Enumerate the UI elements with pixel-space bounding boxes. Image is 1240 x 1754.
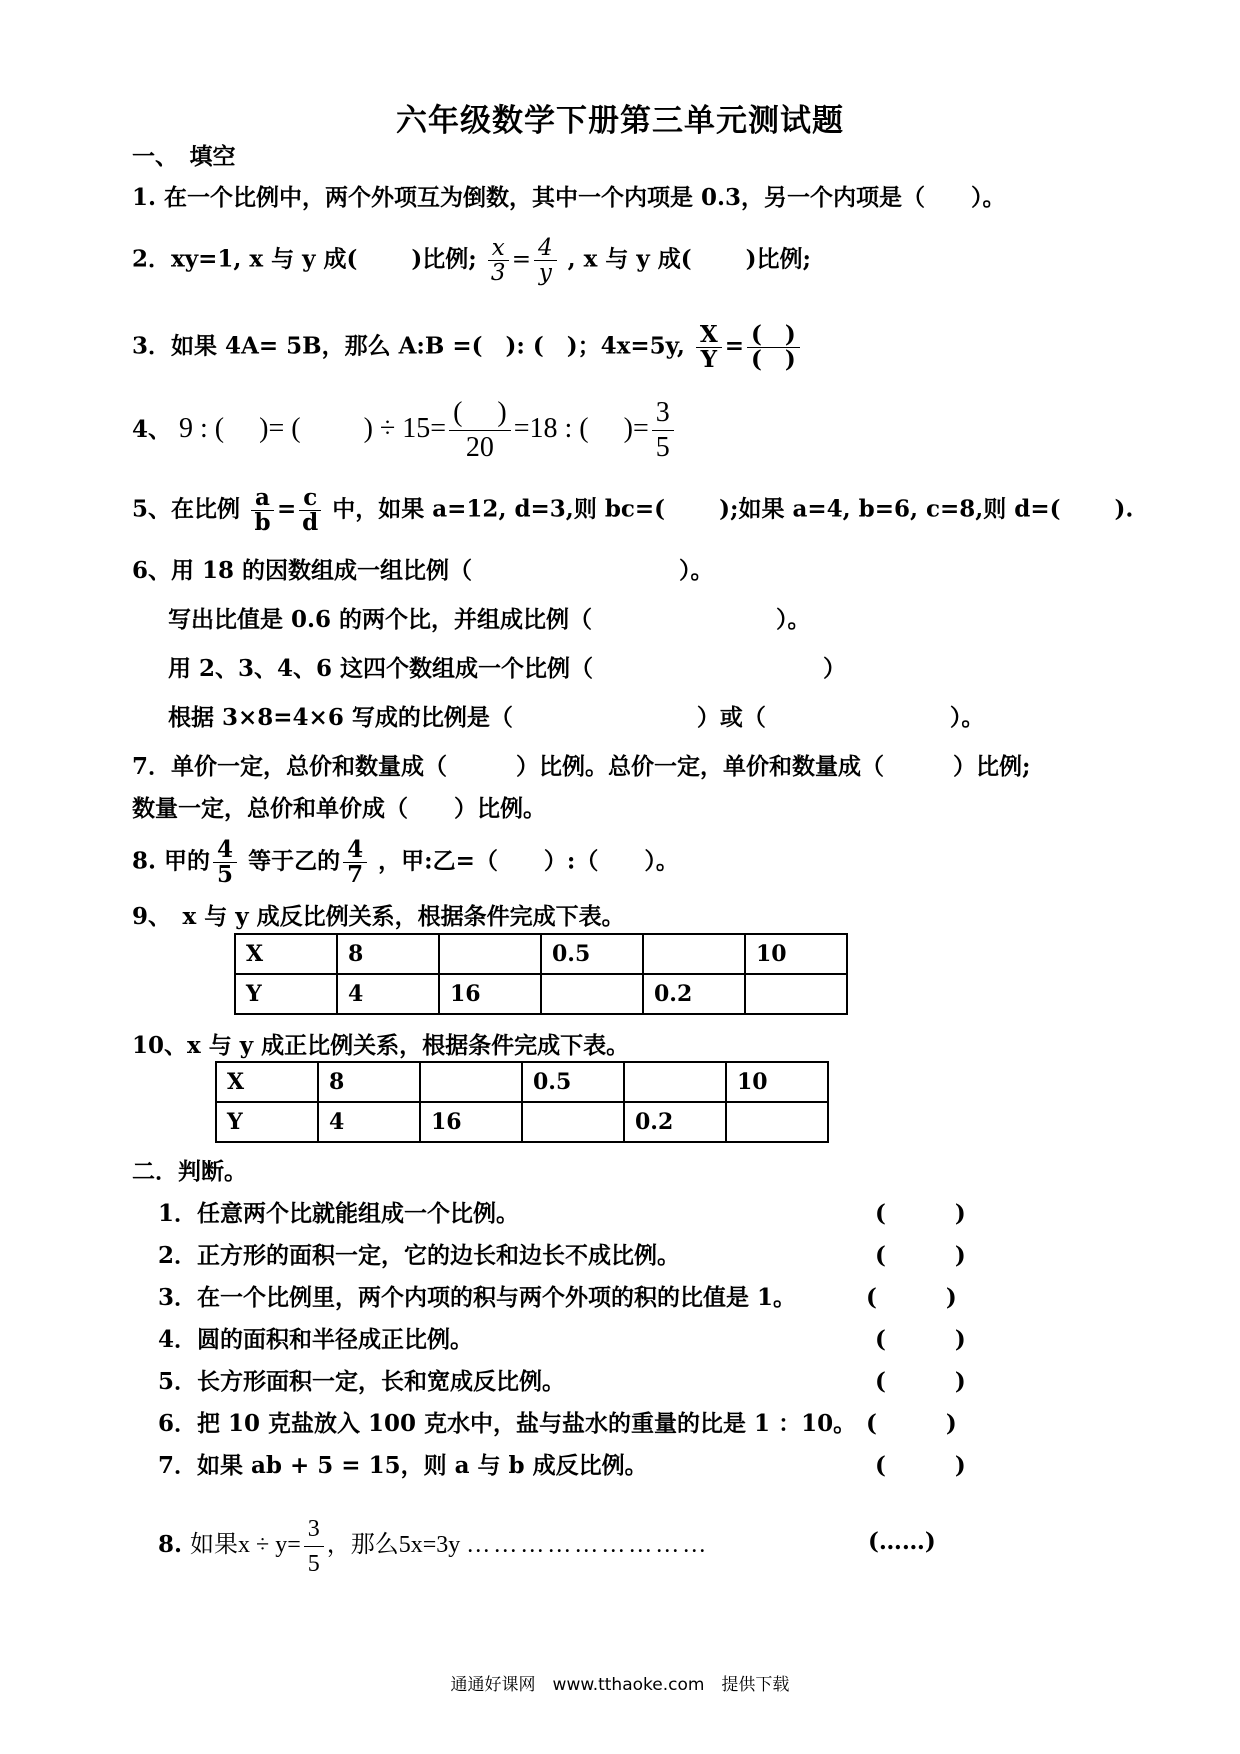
judge-item-7: 7．如果 ab + 5 = 15，则 a 与 b 成反比例。: [158, 1452, 648, 1479]
judge-answer-2[interactable]: ( ): [875, 1242, 966, 1269]
table-cell: Y: [235, 974, 337, 1014]
judge-answer-8[interactable]: (……): [868, 1528, 936, 1555]
question-2-part-a: 2．xy=1, x 与 y 成( )比例;: [132, 245, 477, 273]
judge-item-5: 5．长方形面积一定，长和宽成反比例。: [158, 1368, 566, 1395]
judge-item-3: 3．在一个比例里，两个内项的积与两个外项的积的比值是 1。: [158, 1284, 797, 1311]
table-cell: X: [235, 934, 337, 974]
fraction-numerator: ( ): [747, 323, 800, 348]
question-7-line-1: 7．单价一定，总价和数量成（ ）比例。总价一定，单价和数量成（ ）比例;: [132, 753, 1031, 780]
page-title: 六年级数学下册第三单元测试题: [396, 103, 844, 139]
fraction-x-over-3: [488, 236, 509, 285]
question-6-line-3: 用 2、3、4、6 这四个数组成一个比例（ ）: [168, 655, 847, 682]
fraction-denominator: 5: [307, 1551, 320, 1577]
equals-sign: =: [276, 495, 297, 523]
fraction-denominator: Y: [700, 346, 717, 373]
table-cell: 16: [439, 974, 541, 1014]
table-cell[interactable]: [726, 1102, 828, 1142]
fraction-c-over-d: [299, 486, 321, 535]
footer-credit: 通通好课网 www.tthaoke.com 提供下载: [450, 1675, 790, 1695]
fraction-4-over-y: [534, 236, 557, 285]
question-6-line-1: 6、用 18 的因数组成一组比例（ ）。: [132, 557, 714, 584]
fraction-3-over-5: [304, 1512, 324, 1581]
table-cell: 4: [318, 1102, 420, 1142]
judge-item-6: 6．把 10 克盐放入 100 克水中，盐与盐水的重量的比是 1 ：10。: [158, 1410, 857, 1437]
judge-answer-5[interactable]: ( ): [875, 1368, 966, 1395]
question-4-part-a: 9 : ( )= ( ) ÷ 15=: [179, 412, 447, 444]
table-cell[interactable]: [420, 1062, 522, 1102]
fraction-numerator: c: [299, 486, 321, 511]
question-4-expression: [179, 397, 677, 463]
question-5: [132, 486, 1133, 535]
table-cell[interactable]: [643, 934, 745, 974]
question-6-line-4: 根据 3×8=4×6 写成的比例是（ ）或（ ）。: [168, 704, 985, 731]
question-6-line-2: 写出比值是 0.6 的两个比，并组成比例（ ）。: [168, 606, 811, 633]
judge-item-2: 2．正方形的面积一定，它的边长和边长不成比例。: [158, 1242, 681, 1269]
question-1: 1. 在一个比例中，两个外项互为倒数，其中一个内项是 0.3，另一个内项是（ ）。: [132, 184, 1006, 211]
table-cell: 0.2: [643, 974, 745, 1014]
table-cell: 8: [337, 934, 439, 974]
fraction-denominator: ( ): [751, 346, 796, 373]
table-cell: X: [216, 1062, 318, 1102]
judge-answer-3[interactable]: ( ): [866, 1284, 957, 1311]
fraction-numerator: x: [488, 236, 509, 261]
table-cell: 16: [420, 1102, 522, 1142]
judge-answer-1[interactable]: ( ): [875, 1200, 966, 1227]
fraction-a-over-b: [251, 486, 274, 535]
table-cell[interactable]: [439, 934, 541, 974]
fraction-denominator: 5: [217, 861, 234, 888]
judge-item-4: 4．圆的面积和半径成正比例。: [158, 1326, 474, 1353]
equals-sign: =: [724, 332, 744, 360]
table-cell: 0.5: [541, 934, 643, 974]
judge-item-8-part-b: ，那么5x=3y: [326, 1532, 461, 1559]
judge-item-8-label: 8.: [158, 1531, 183, 1559]
fraction-4-over-7: [343, 838, 367, 887]
table-cell: 10: [745, 934, 847, 974]
fraction-denominator: 3: [490, 260, 506, 286]
question-5-part-b: 中，如果 a=12, d=3,则 bc=( );如果 a=4, b=6, c=8,则 d=( ).: [332, 495, 1134, 523]
table-cell[interactable]: [745, 974, 847, 1014]
table-cell: 0.5: [522, 1062, 624, 1102]
fraction-3-over-5: [652, 396, 674, 465]
fraction-blank-over-20: [449, 396, 511, 465]
fraction-4-over-5: [213, 838, 237, 887]
question-8-part-c: ，甲:乙=（ ）:（ ）。: [378, 847, 679, 875]
table-cell: 10: [726, 1062, 828, 1102]
question-7-line-2: 数量一定，总价和单价成（ ）比例。: [132, 795, 546, 822]
table-row: [216, 1062, 828, 1102]
table-row: [235, 934, 847, 974]
fraction-numerator: X: [696, 323, 722, 348]
fraction-denominator: 7: [347, 861, 364, 888]
fraction-numerator: 3: [652, 396, 674, 431]
direct-proportion-table: [215, 1061, 829, 1143]
judge-answer-7[interactable]: ( ): [875, 1452, 966, 1479]
question-3-part-a: 3．如果 4A= 5B，那么 A:B =( ): ( )；4x=5y,: [132, 332, 685, 360]
section-fill-blank-heading: 一、 填空: [132, 143, 236, 170]
fraction-numerator: 3: [304, 1512, 324, 1547]
equals-sign: =: [511, 246, 532, 273]
fraction-numerator: 4: [534, 236, 557, 261]
question-4-label: 4、: [132, 415, 172, 443]
judge-item-8-part-a: 如果x ÷ y=: [190, 1532, 301, 1559]
table-cell: 0.2: [624, 1102, 726, 1142]
table-row: [216, 1102, 828, 1142]
question-8: [132, 838, 679, 887]
table-cell[interactable]: [522, 1102, 624, 1142]
table-cell: Y: [216, 1102, 318, 1142]
fraction-denominator: 5: [655, 432, 670, 463]
question-5-part-a: 5、在比例: [132, 495, 241, 523]
fraction-numerator: 4: [213, 838, 237, 863]
fraction-numerator: ( ): [449, 396, 511, 431]
question-10: 10、x 与 y 成正比例关系，根据条件完成下表。: [132, 1032, 630, 1059]
inverse-proportion-table: [234, 933, 848, 1015]
question-8-part-b: 等于乙的: [248, 847, 341, 875]
question-4: [132, 396, 677, 465]
question-2: [132, 236, 811, 285]
judge-item-8-expression: [190, 1516, 710, 1577]
dotted-leader: ………………………: [466, 1532, 710, 1559]
table-cell[interactable]: [624, 1062, 726, 1102]
question-3: [132, 323, 803, 372]
fraction-x-over-y: [696, 323, 722, 372]
question-4-part-b: =18 : ( )=: [513, 412, 649, 444]
fraction-denominator: 20: [465, 432, 494, 463]
table-row: [235, 974, 847, 1014]
question-9: 9、 x 与 y 成反比例关系，根据条件完成下表。: [132, 903, 625, 930]
fraction-numerator: a: [251, 486, 274, 511]
table-cell[interactable]: [541, 974, 643, 1014]
question-2-part-b: , x 与 y 成( )比例;: [567, 245, 812, 273]
section-judge-heading: 二．判断。: [132, 1158, 247, 1185]
table-cell: 4: [337, 974, 439, 1014]
question-8-part-a: 8. 甲的: [132, 847, 211, 875]
judge-item-1: 1．任意两个比就能组成一个比例。: [158, 1200, 520, 1227]
fraction-denominator: y: [538, 260, 552, 286]
judge-item-8: [158, 1512, 709, 1581]
fraction-denominator: b: [254, 509, 271, 536]
fraction-numerator: 4: [343, 838, 367, 863]
judge-answer-6[interactable]: ( ): [866, 1410, 957, 1437]
table-cell: 8: [318, 1062, 420, 1102]
fraction-denominator: d: [302, 509, 319, 536]
fraction-blank-over-blank: [747, 323, 800, 372]
judge-answer-4[interactable]: ( ): [875, 1326, 966, 1353]
